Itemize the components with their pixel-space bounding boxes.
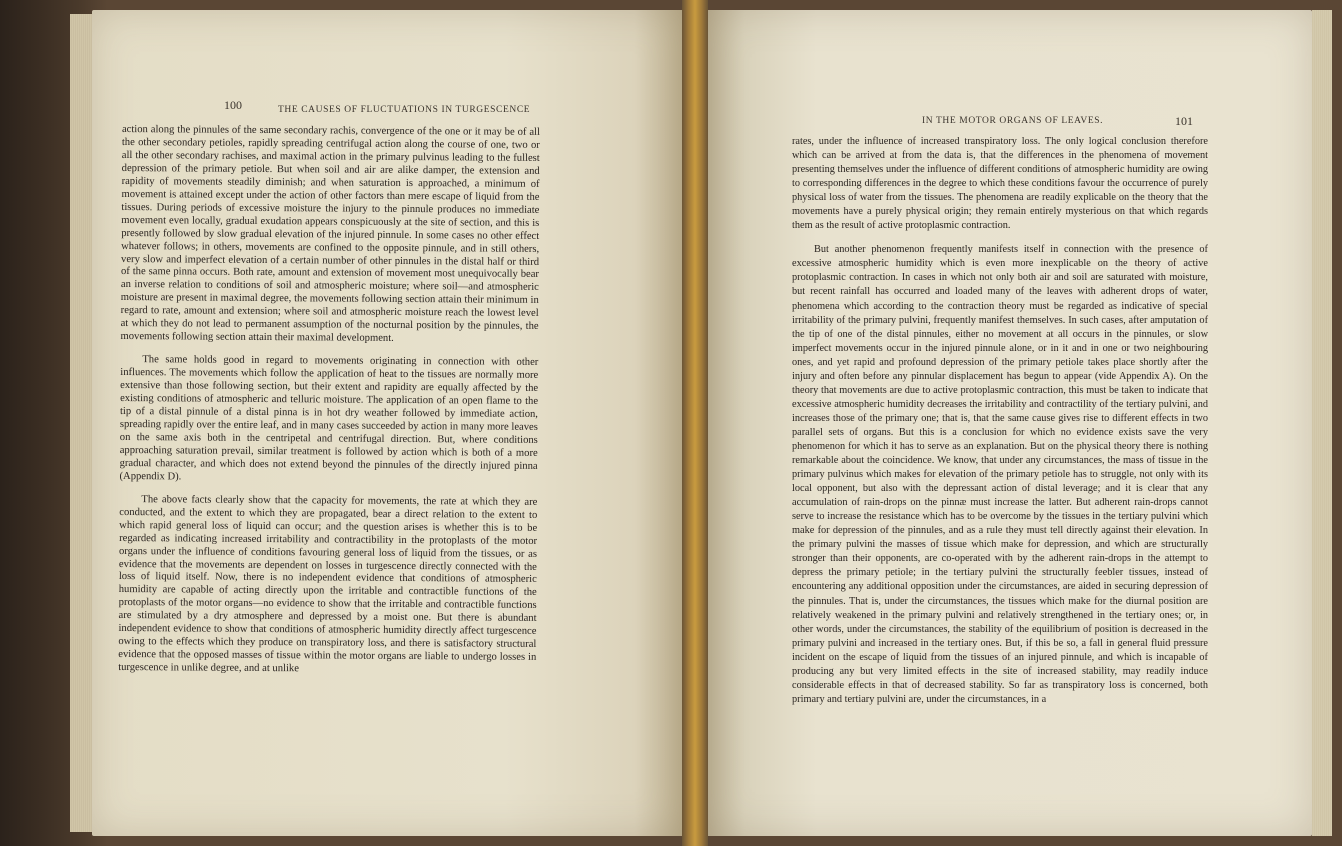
right-page-edges	[1312, 10, 1332, 836]
right-paragraph: But another phenomenon frequently manifests itself in connection with the presence of excessive atmospheric humidity which is even more inexplicable on the theory of active protoplasmic contraction. In cases in which not only both air and soil are saturated with moisture, but recent rainfall has occurred and loaded many of the leaves with adherent drops of water, phenomena which according to the contraction theory must be regarded as indicative of special irritability of the primary pulvini, frequently manifest themselves. In such cases, after amputation of the tip of one of the distal pinnules, either no movement at all occurs in the pinnules, or slow imperfect movements occur in the injured pinnule alone, or in it and in one or two neighbouring ones, and yet rapid and profound depression of the primary petiole takes place shortly after the injury and often before any pinnular displacement has begun to appear (vide Appendix A). On the theory that movements are due to active protoplasmic contraction, this must be taken to indicate that excessive atmospheric humidity decreases the irritability and contractility of the tertiary pulvini, and increases those of the primary one; that is, that the same cause gives rise to different effects in two parallel sets of organs. But this is a conclusion for which no evidence exists save the very phenomenon for which it has to serve as an explanation. But on the physical theory there is nothing remarkable about the coincidence. We know, that under any circumstances, the mass of tissue in the primary pulvinus which makes for elevation of the primary petiole has to struggle, not only with its local opponent, but also with the depressant action of distal leverage; and it is clear that any accumulation of rain-drops on the pinnæ must increase the latter. But adherent rain-drops cannot serve to increase the resistance which has to be overcome by the tissues in the tertiary pulvini which make for depression of the pinnules, and as a rule they must tell directly against their elevation. In the primary pulvini the masses of tissue which make for depression, and which are structurally stronger than their opponents, are co-operated with by the adherent rain-drops in the attempt to depress the primary petiole; in the tertiary pulvini the structurally feebler tissues, instead of encountering any additional opposition under the circumstances, are aided in securing depression of the pinnules. That is, under the circumstances, the tissues which make for the diurnal position are relatively weakened in the primary pulvini and relatively strengthened in the tertiary ones; or, in other words, under the circumstances, the stability of the equilibrium of position is decreased in the primary pulvini and increased in the tertiary ones. But, if this be so, a fall in general fluid pressure incident on the escape of liquid from the tissues of an injured pinnule, and which is incapable of producing any but very limited effects in the site of increased stability, may readily induce considerable effects in that of decreased stability. So far as transpiratory loss is concerned, both primary and tertiary pulvini are, under the circumstances, in a	[792, 244, 1208, 705]
left-paragraph: The same holds good in regard to movements originating in connection with other influences. The movements which follow the application of heat to the tissues are normally more extensive than those following section, but their extent and rapidity are equally affected by the existing conditions of atmospheric and telluric moisture. The application of an open flame to the tip of a distal pinnule of a distal pinna is in hot dry weather followed by immediate action, spreading rapidly over the entire leaf, and in many cases succeeded by action in many more leaves on the same axis both in the centripetal and centrifugal direction. But, where conditions approaching saturation prevail, similar treatment is followed by action which is both of a more gradual character, and which does not extend beyond the pinnules of the directly injured pinna (Appendix D).	[119, 354, 539, 483]
right-paragraph: rates, under the influence of increased transpiratory loss. The only logical conclusion therefore which can be arrived at from the data is, that the differences in the phenomena of movement presenting themselves under the influence of different conditions of atmospheric humidity are owing to corresponding differences in the degree to which these conditions favour the occurrence of purely physical loss of water from the tissues. The phenomena are readily explicable on the theory that the movements have a purely physical origin; they remain entirely mysterious on that which regards them as the result of active protoplasmic contraction.	[792, 136, 1208, 232]
book-gutter	[682, 0, 708, 846]
left-paragraph: The above facts clearly show that the capacity for movements, the rate at which they are conducted, and the extent to which they are propagated, bear a direct relation to the extent to which rapid general loss of liquid can occur; and the question arises is whether this is to be regarded as indicating increased irritability and contractibility in the protoplasts of the motor organs under the influence of conditions favouring general loss of liquid from the tissues, or as evidence that the movements are dependent on losses in turgescence directly connected with the loss of liquid itself. Now, there is no independent evidence that conditions of atmospheric humidity are capable of acting directly upon the irritable and contractible functions of the protoplasts of the motor organs—no evidence to show that the irritable and contractible functions are stimulated by a dry atmosphere and depressed by a moist one. But there is abundant independent evidence to show that conditions of atmospheric humidity directly affect turgescence owing to the effects which they produce on transpiratory loss, and there is satisfactory structural evidence that the opposed masses of tissue within the motor organs are liable to undergo losses in turgescence in unlike degree, and at unlike	[118, 493, 538, 675]
left-text-block	[118, 124, 540, 678]
right-running-head: IN THE MOTOR ORGANS OF LEAVES.	[922, 116, 1104, 126]
left-paragraph: action along the pinnules of the same secondary rachis, convergence of the one or it may be of all the other secondary petioles, rapidly spreading centrifugal action along the course of one, two or all the other secondary rachises, and maximal action in the primary pulvinus leading to the fullest depression of the primary petiole. But when soil and air are alike damper, the extension and rapidity of movements steadily diminish; and when saturation is approached, a minimum of movement is attained except under the action of other factors than mere escape of liquid from the tissues. During periods of excessive moisture the injury to the pinnule produces no immediate movement even locally, gradual exudation appears conspicuously at the site of section, and this is presently followed by slow gradual elevation of the injured pinnule. In some cases no other effect whatever follows; in others, movements are confined to the opposite pinnule, and in still others, very slow and imperfect elevation of a certain number of other pinnules in the distal half or third of the same pinna occurs. Both rate, amount and extension of movement most unequivocally bear an inverse relation to conditions of soil and atmospheric moisture; where soil—and atmospheric moisture are present in maximal degree, the movements following section attain their minimum in regard to rate, amount and extension; where soil and atmospheric moisture reach the lowest level at which they do not lead to permanent assumption of the nocturnal position by the pinnules, the movements following section attain their maximal development.	[120, 124, 540, 345]
left-running-head: THE CAUSES OF FLUCTUATIONS IN TURGESCENCE	[278, 105, 531, 115]
left-page-edges	[70, 14, 92, 832]
right-page-number: 101	[1175, 114, 1193, 128]
right-text-block	[792, 135, 1208, 707]
left-page-number: 100	[224, 98, 242, 112]
